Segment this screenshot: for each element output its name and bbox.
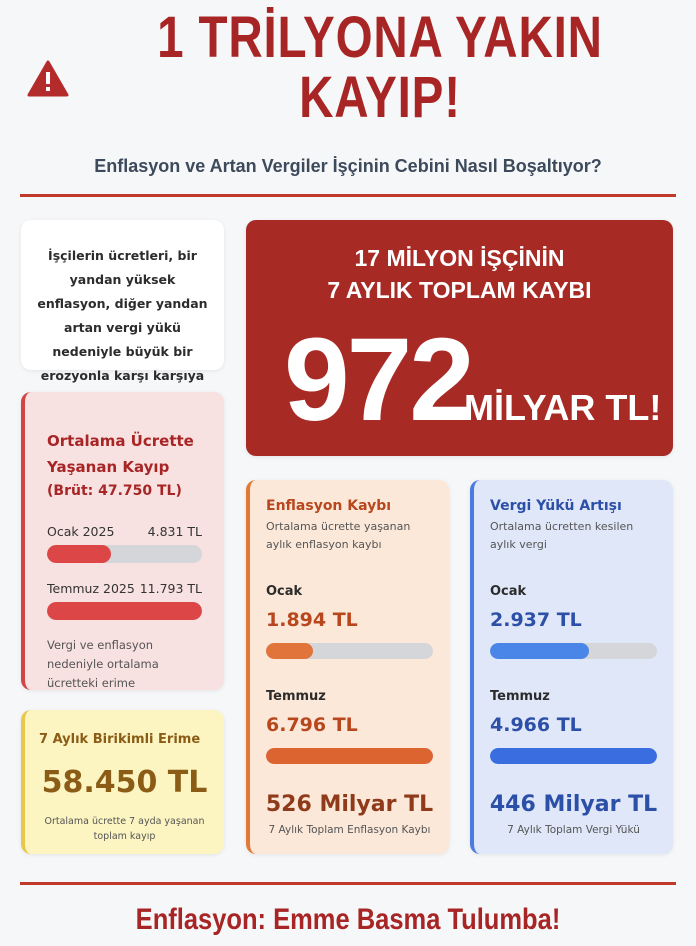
cumulative-card <box>21 710 224 854</box>
inflation-jan-bar-fill <box>266 643 313 659</box>
tax-title: Vergi Yükü Artışı <box>490 498 622 514</box>
inflation-jul-bar-fill <box>266 748 433 764</box>
tax-subtitle: Ortalama ücretten kesilen aylık vergi <box>490 520 634 551</box>
inflation-jul-label: Temmuz <box>266 689 326 704</box>
tax-jul-bar-fill <box>490 748 657 764</box>
tax-jul-value: 4.966 TL <box>490 714 582 736</box>
inflation-card <box>246 480 449 854</box>
jan-row <box>47 524 202 539</box>
total-loss-card <box>246 220 673 456</box>
inflation-subtitle: Ortalama ücrette yaşanan aylık enflasyon kaybı <box>266 520 411 551</box>
cumulative-value: 58.450 TL <box>41 765 208 800</box>
cumulative-title: 7 Aylık Birikimli Erime <box>39 732 201 747</box>
jul-bar-fill <box>47 602 202 620</box>
intro-text: İşçilerin ücretleri, bir yandan yüksek enflasyon, diğer yandan artan vergi yükü nedeniyle büyük bir erozyonla karşı karşıya <box>37 248 208 383</box>
inflation-jan-bar <box>266 643 433 659</box>
jul-bar <box>47 602 202 620</box>
average-note: Vergi ve enflasyon nedeniyle ortalama ücretteki erime <box>47 638 159 690</box>
jul-row <box>47 581 202 596</box>
title-line-2: KAYIP! <box>299 65 461 130</box>
jul-label: Temmuz 2025 <box>47 581 135 596</box>
total-loss-unit: MİLYAR TL! <box>464 387 662 428</box>
inflation-title: Enflasyon Kaybı <box>266 498 392 514</box>
average-title-line-1: Ortalama Ücrette <box>47 432 194 450</box>
inflation-jul-value: 6.796 TL <box>266 714 358 736</box>
total-loss-line-1: 17 MİLYON İŞÇİNİN <box>354 245 565 271</box>
tax-jan-value: 2.937 TL <box>490 609 582 631</box>
bottom-divider <box>20 882 676 885</box>
gross-wage: (Brüt: 47.750 TL) <box>47 483 182 499</box>
inflation-total: 526 Milyar TL <box>265 792 434 817</box>
page-title <box>150 5 609 130</box>
header <box>0 0 696 200</box>
tax-jul-bar <box>490 748 657 764</box>
average-loss-title <box>47 428 202 480</box>
tax-jan-label: Ocak <box>490 584 527 599</box>
tax-total: 446 Milyar TL <box>489 792 658 817</box>
inflation-jan-label: Ocak <box>266 584 303 599</box>
tax-jan-bar <box>490 643 657 659</box>
warning-icon <box>27 60 69 98</box>
inflation-total-note: 7 Aylık Toplam Enflasyon Kaybı <box>268 824 431 836</box>
tax-card <box>470 480 673 854</box>
cumulative-note: Ortalama ücrette 7 ayda yaşanan toplam kayıp <box>44 816 205 842</box>
average-title-line-2: Yaşanan Kayıp <box>47 458 170 476</box>
footer-slogan: Enflasyon: Emme Basma Tulumba! <box>135 903 561 936</box>
average-loss-card <box>21 392 224 690</box>
tax-jul-label: Temmuz <box>490 689 550 704</box>
jan-value: 4.831 TL <box>147 524 202 539</box>
total-loss-line-2: 7 AYLIK TOPLAM KAYBI <box>327 277 592 303</box>
intro-card <box>21 220 224 383</box>
title-line-1: 1 TRİLYONA YAKIN <box>157 5 603 70</box>
jan-bar-fill <box>47 545 111 563</box>
jan-bar <box>47 545 202 563</box>
jan-label: Ocak 2025 <box>47 524 115 539</box>
inflation-jul-bar <box>266 748 433 764</box>
total-loss-number: 972 <box>284 314 472 446</box>
page-subtitle: Enflasyon ve Artan Vergiler İşçinin Cebini Nasıl Boşaltıyor? <box>94 156 602 176</box>
tax-total-note: 7 Aylık Toplam Vergi Yükü <box>507 824 640 836</box>
total-loss-heading <box>246 242 673 306</box>
top-divider <box>20 194 676 197</box>
inflation-jan-value: 1.894 TL <box>266 609 358 631</box>
tax-jan-bar-fill <box>490 643 589 659</box>
jul-value: 11.793 TL <box>139 581 202 596</box>
